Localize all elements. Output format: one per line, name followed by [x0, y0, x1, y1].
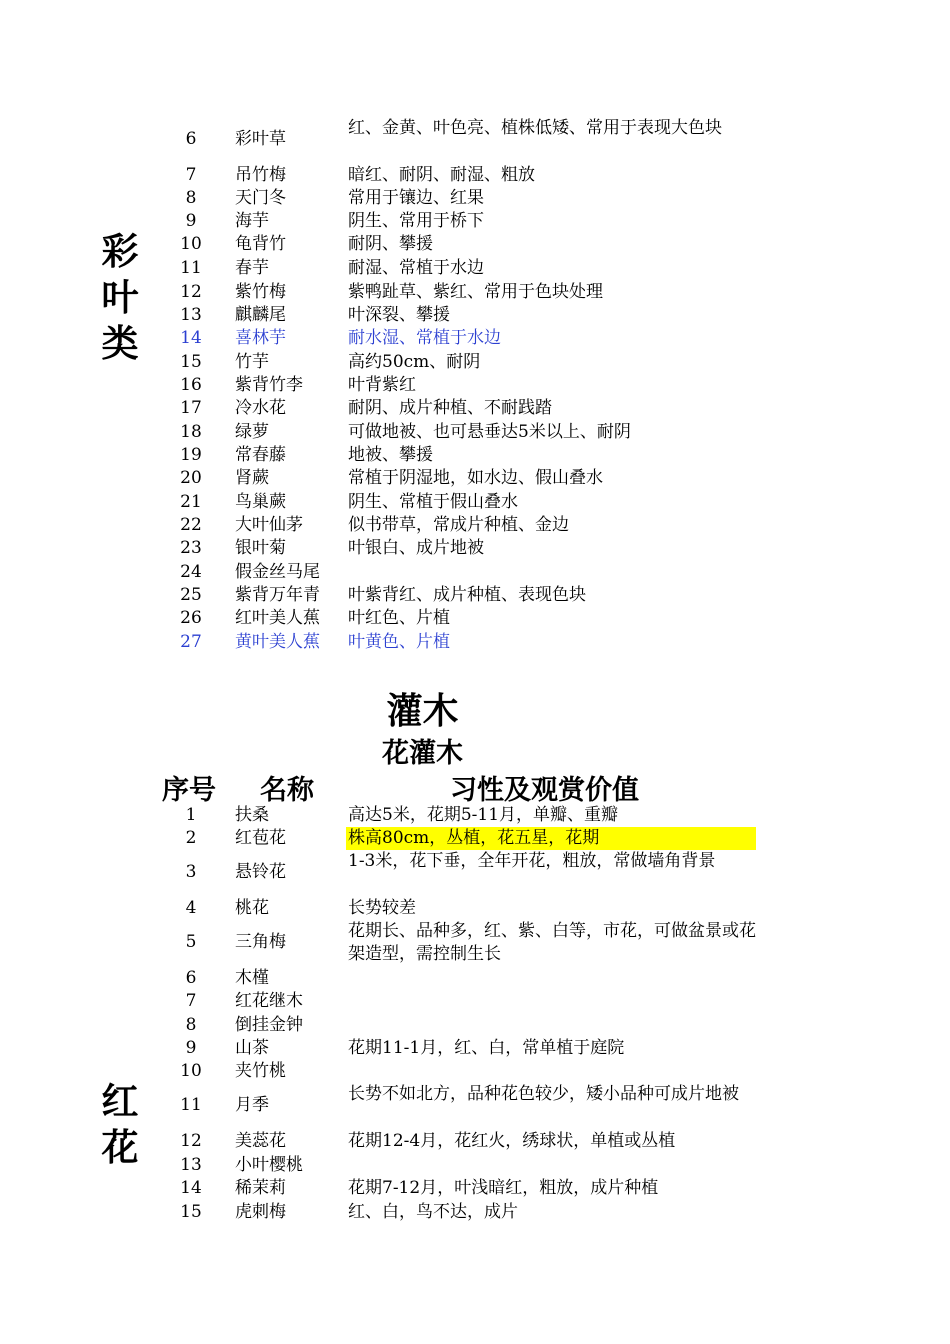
- plant-name: 桃花: [235, 898, 269, 918]
- plant-description: 似书带草，常成片种植、金边: [348, 515, 569, 535]
- row-number: 25: [180, 585, 202, 605]
- plant-description: 花期12-4月，花红火，绣球状，单植或丛植: [348, 1131, 676, 1151]
- column-header-number: 序号: [162, 775, 216, 806]
- plant-description: 耐水湿、常植于水边: [348, 328, 501, 348]
- plant-name: 海芋: [235, 211, 269, 231]
- row-number: 13: [180, 1155, 202, 1175]
- row-number: 20: [180, 468, 202, 488]
- row-number: 9: [185, 211, 197, 231]
- plant-description: 高约50cm、耐阴: [348, 352, 481, 372]
- plant-description: 暗红、耐阴、耐湿、粗放: [348, 165, 535, 185]
- plant-description: 叶背紫红: [348, 375, 416, 395]
- category-char: 叶: [101, 275, 139, 319]
- row-number: 21: [180, 492, 202, 512]
- section-subtitle: 花灌木: [382, 738, 463, 769]
- row-number: 23: [180, 538, 202, 558]
- plant-name: 春芋: [235, 258, 269, 278]
- plant-description: 叶深裂、攀援: [348, 305, 450, 325]
- plant-name: 红花继木: [235, 991, 303, 1011]
- row-number: 27: [180, 632, 202, 652]
- plant-description: 常用于镶边、红果: [348, 188, 484, 208]
- row-number: 15: [180, 1202, 202, 1222]
- plant-name: 假金丝马尾: [235, 562, 320, 582]
- plant-name: 麒麟尾: [235, 305, 286, 325]
- plant-description: [348, 827, 758, 850]
- plant-description: 叶红色、片植: [348, 608, 450, 628]
- column-header-name: 名称: [260, 775, 314, 806]
- row-number: 2: [185, 828, 197, 848]
- section-title: 灌木: [386, 690, 459, 732]
- plant-name: 鸟巢蕨: [235, 492, 286, 512]
- plant-name: 月季: [235, 1095, 269, 1115]
- row-number: 4: [185, 898, 197, 918]
- row-number: 6: [185, 129, 197, 149]
- plant-name: 吊竹梅: [235, 165, 286, 185]
- row-number: 22: [180, 515, 202, 535]
- row-number: 26: [180, 608, 202, 628]
- plant-name: 虎刺梅: [235, 1202, 286, 1222]
- row-number: 17: [180, 398, 202, 418]
- plant-name: 紫背竹李: [235, 375, 303, 395]
- plant-description: 高达5米，花期5-11月，单瓣、重瓣: [348, 805, 619, 825]
- row-number: 7: [185, 165, 197, 185]
- row-number: 13: [180, 305, 202, 325]
- plant-name: 冷水花: [235, 398, 286, 418]
- column-header-description: 习性及观赏价值: [450, 775, 639, 806]
- plant-name: 紫竹梅: [235, 282, 286, 302]
- row-number: 14: [180, 328, 202, 348]
- plant-name: 肾蕨: [235, 468, 269, 488]
- plant-name: 黄叶美人蕉: [235, 632, 320, 652]
- category-char: 红: [101, 1079, 139, 1123]
- plant-description: 耐湿、常植于水边: [348, 258, 484, 278]
- plant-name: 夹竹桃: [235, 1061, 286, 1081]
- plant-description: 常植于阴湿地，如水边、假山叠水: [348, 468, 603, 488]
- plant-name: 紫背万年青: [235, 585, 320, 605]
- plant-name: 红叶美人蕉: [235, 608, 320, 628]
- plant-description: 红、白，鸟不达，成片: [348, 1202, 518, 1222]
- plant-name: 悬铃花: [235, 862, 286, 882]
- plant-description: 阴生、常用于桥下: [348, 211, 484, 231]
- row-number: 10: [180, 234, 202, 254]
- row-number: 1: [185, 805, 197, 825]
- row-number: 8: [185, 188, 197, 208]
- category-char: 花: [101, 1125, 139, 1169]
- plant-description: 1-3米，花下垂，全年开花，粗放，常做墙角背景: [348, 851, 716, 871]
- category-label-red-flower: [96, 1078, 144, 1170]
- plant-name: 扶桑: [235, 805, 269, 825]
- plant-name: 红苞花: [235, 828, 286, 848]
- row-number: 10: [180, 1061, 202, 1081]
- row-number: 11: [180, 1095, 202, 1115]
- row-number: 19: [180, 445, 202, 465]
- plant-name: 三角梅: [235, 932, 286, 952]
- plant-name: 大叶仙茅: [235, 515, 303, 535]
- plant-description: 耐阴、攀援: [348, 234, 433, 254]
- row-number: 12: [180, 1131, 202, 1151]
- category-char: 彩: [101, 229, 139, 273]
- plant-description: 花期长、品种多，红、紫、白等，市花，可做盆景或花架造型，需控制生长: [348, 921, 756, 964]
- plant-name: 银叶菊: [235, 538, 286, 558]
- plant-description: 叶紫背红、成片种植、表现色块: [348, 585, 586, 605]
- plant-description: 地被、攀援: [348, 445, 433, 465]
- plant-description: 红、金黄、叶色亮、植株低矮、常用于表现大色块: [348, 118, 722, 138]
- row-number: 12: [180, 282, 202, 302]
- row-number: 3: [185, 862, 197, 882]
- category-char: 类: [101, 321, 139, 365]
- plant-name: 山茶: [235, 1038, 269, 1058]
- plant-description: 长势较差: [348, 898, 416, 918]
- plant-name: 竹芋: [235, 352, 269, 372]
- row-number: 16: [180, 375, 202, 395]
- plant-name: 喜林芋: [235, 328, 286, 348]
- plant-name: 彩叶草: [235, 129, 286, 149]
- plant-description: 耐阴、成片种植、不耐践踏: [348, 398, 552, 418]
- row-number: 6: [185, 968, 197, 988]
- row-number: 24: [180, 562, 202, 582]
- plant-name: 稀茉莉: [235, 1178, 286, 1198]
- plant-description: 阴生、常植于假山叠水: [348, 492, 518, 512]
- category-label-colored-leaf: [96, 228, 144, 366]
- row-number: 11: [180, 258, 202, 278]
- plant-name: 小叶樱桃: [235, 1155, 303, 1175]
- plant-name: 龟背竹: [235, 234, 286, 254]
- plant-name: 常春藤: [235, 445, 286, 465]
- row-number: 14: [180, 1178, 202, 1198]
- plant-name: 绿萝: [235, 422, 269, 442]
- plant-description: 可做地被、也可悬垂达5米以上、耐阴: [348, 422, 631, 442]
- row-number: 5: [185, 932, 197, 952]
- row-number: 8: [185, 1015, 197, 1035]
- plant-name: 美蕊花: [235, 1131, 286, 1151]
- plant-name: 天门冬: [235, 188, 286, 208]
- plant-description: 长势不如北方，品种花色较少，矮小品种可成片地被: [348, 1084, 739, 1104]
- plant-description: 花期11-1月，红、白，常单植于庭院: [348, 1038, 625, 1058]
- row-number: 7: [185, 991, 197, 1011]
- row-number: 9: [185, 1038, 197, 1058]
- plant-description: 叶黄色、片植: [348, 632, 450, 652]
- plant-description: 紫鸭趾草、紫红、常用于色块处理: [348, 282, 603, 302]
- row-number: 15: [180, 352, 202, 372]
- plant-description: 叶银白、成片地被: [348, 538, 484, 558]
- plant-name: 木槿: [235, 968, 269, 988]
- plant-description: 花期7-12月，叶浅暗红，粗放，成片种植: [348, 1178, 659, 1198]
- plant-name: 倒挂金钟: [235, 1015, 303, 1035]
- highlighted-text: 株高80cm，丛植，花五星，花期: [346, 827, 756, 850]
- row-number: 18: [180, 422, 202, 442]
